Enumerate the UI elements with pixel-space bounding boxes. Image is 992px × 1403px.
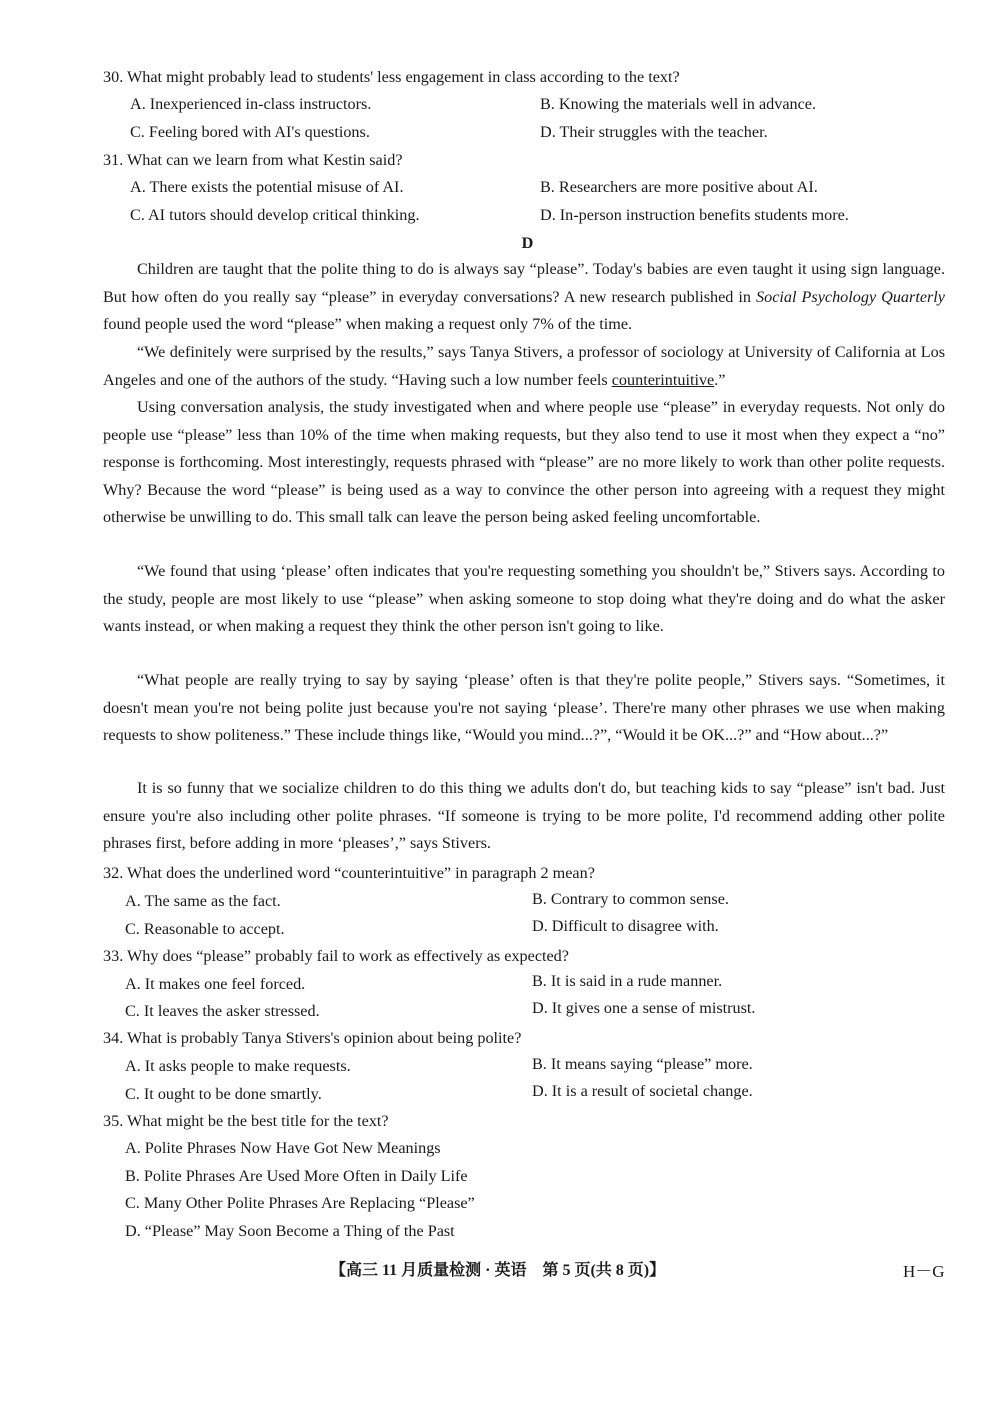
question-32-option-d: D. Difficult to disagree with. xyxy=(532,917,719,935)
question-32-option-b: B. Contrary to common sense. xyxy=(532,890,729,908)
paragraph-1-text-b: found people used the word “please” when making a request only 7% of the time. xyxy=(103,315,633,333)
question-33-option-c: C. It leaves the asker stressed. xyxy=(125,1002,320,1020)
question-30-option-d: D. Their struggles with the teacher. xyxy=(540,123,768,141)
question-30-option-c: C. Feeling bored with AI's questions. xyxy=(130,123,370,141)
question-32-stem: 32. What does the underlined word “counterintuitive” in paragraph 2 mean? xyxy=(103,864,595,882)
question-30-option-a: A. Inexperienced in-class instructors. xyxy=(130,95,372,113)
question-31-stem: 31. What can we learn from what Kestin said? xyxy=(103,151,403,169)
question-35-option-c: C. Many Other Polite Phrases Are Replacing “Please” xyxy=(125,1194,475,1212)
paragraph-1-text-a: Children are taught that the polite thing to do is always say “please”. Today's babies are even taught it using sign language. But how often do you really say “please” in everyday conversations? A new research published in xyxy=(103,260,945,306)
paragraph-2-text-a: “We definitely were surprised by the results,” says Tanya Stivers, a professor of sociology at University of California at Los Angeles and one of the authors of the study. “Having such a low number feels xyxy=(103,343,945,389)
question-34-stem: 34. What is probably Tanya Stivers's opinion about being polite? xyxy=(103,1029,522,1047)
question-31-option-b: B. Researchers are more positive about AI. xyxy=(540,178,818,196)
passage-paragraph-6: It is so funny that we socialize children to do this thing we adults don't do, but teaching kids to say “please” isn't bad. Just ensure you're also including other polite phrases. “If someone is trying to be more polite, I'd recommend adding other polite phrases first, before adding in more ‘pleases’,” says Stivers. xyxy=(103,779,945,852)
question-33-stem: 33. Why does “please” probably fail to work as effectively as expected? xyxy=(103,947,569,965)
question-32-option-c: C. Reasonable to accept. xyxy=(125,920,285,938)
question-33-option-b: B. It is said in a rude manner. xyxy=(532,972,723,990)
question-32-option-a: A. The same as the fact. xyxy=(125,892,281,910)
passage-paragraph-3: Using conversation analysis, the study investigated when and where people use “please” in everyday requests. Not only do people use “please” less than 10% of the time when making requests, but they also tend to use it most when they expect a “no” response is forthcoming. Most interestingly, requests phrased with “please” are no more likely to work than other polite requests. Why? Because the word “please” is being used as a way to convince the other person into agreeing with a request they might otherwise be unwilling to do. This small talk can leave the person being asked feeling uncomfortable. xyxy=(103,398,945,526)
passage-paragraph-4: “We found that using ‘please’ often indicates that you're requesting something you shouldn't be,” Stivers says. According to the study, people are most likely to use “please” when asking someone to stop doing what they're doing and do what the asker wants instead, or when making a request they think the other person isn't going to like. xyxy=(103,562,945,635)
question-31-option-a: A. There exists the potential misuse of AI. xyxy=(130,178,404,196)
passage-paragraph-1 xyxy=(103,256,945,339)
section-heading: D xyxy=(521,234,534,252)
paper-code: H－G xyxy=(903,1262,945,1281)
question-35-option-d: D. “Please” May Soon Become a Thing of the Past xyxy=(125,1222,455,1240)
question-34-option-c: C. It ought to be done smartly. xyxy=(125,1085,322,1103)
question-34-option-d: D. It is a result of societal change. xyxy=(532,1082,753,1100)
question-30-stem: 30. What might probably lead to students' less engagement in class according to the text? xyxy=(103,68,680,86)
question-33-option-d: D. It gives one a sense of mistrust. xyxy=(532,999,756,1017)
journal-title: Social Psychology Quarterly xyxy=(756,287,945,306)
passage-paragraph-5: “What people are really trying to say by saying ‘please’ often is that they're polite people,” Stivers says. “Sometimes, it doesn't mean you're not being polite just because you're not saying ‘please’. There're many other phrases we use when making requests to show politeness.” These include things like, “Would you mind...?”, “Would it be OK...?” and “How about...?” xyxy=(103,671,945,744)
underlined-word: counterintuitive xyxy=(611,370,715,389)
question-35-option-b: B. Polite Phrases Are Used More Often in Daily Life xyxy=(125,1167,468,1185)
page-footer: 【高三 11 月质量检测 · 英语 第 5 页(共 8 页)】 xyxy=(330,1262,666,1279)
question-35-stem: 35. What might be the best title for the text? xyxy=(103,1112,389,1130)
paragraph-2-text-b: .” xyxy=(714,370,726,389)
question-34-option-a: A. It asks people to make requests. xyxy=(125,1057,351,1075)
question-35-option-a: A. Polite Phrases Now Have Got New Meanings xyxy=(125,1139,441,1157)
passage-paragraph-2 xyxy=(103,339,945,394)
question-34-option-b: B. It means saying “please” more. xyxy=(532,1055,753,1073)
question-31-option-d: D. In-person instruction benefits students more. xyxy=(540,206,849,224)
question-30-option-b: B. Knowing the materials well in advance. xyxy=(540,95,817,113)
question-33-option-a: A. It makes one feel forced. xyxy=(125,975,306,993)
question-31-option-c: C. AI tutors should develop critical thinking. xyxy=(130,206,420,224)
